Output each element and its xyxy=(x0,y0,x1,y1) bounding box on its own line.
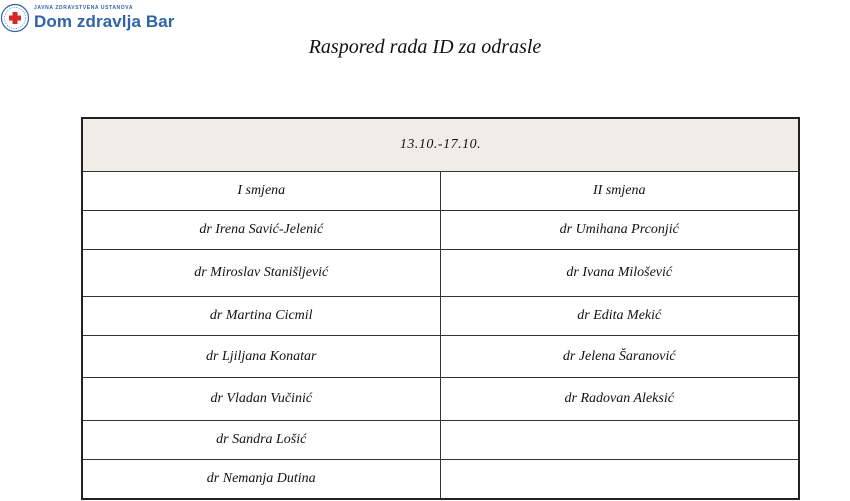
table-row xyxy=(82,378,799,421)
shift-1-doctor: dr Miroslav Stanišljević xyxy=(82,250,440,297)
table-row xyxy=(82,297,799,336)
logo[interactable] xyxy=(0,0,174,36)
date-range-row xyxy=(82,118,799,172)
table-row xyxy=(82,421,799,460)
shift-1-doctor: dr Martina Cicmil xyxy=(82,297,440,336)
table-row xyxy=(82,336,799,378)
shift-1-doctor: dr Sandra Lošić xyxy=(82,421,440,460)
logo-subtitle: JAVNA ZDRAVSTVENA USTANOVA xyxy=(34,5,134,11)
column-header-shift-1: I smjena xyxy=(82,172,440,211)
page-title: Raspored rada ID za odrasle xyxy=(308,36,542,58)
shift-1-doctor: dr Vladan Vučinić xyxy=(82,378,440,421)
red-cross-emblem-icon xyxy=(0,3,30,33)
schedule-table xyxy=(81,117,800,500)
shift-2-doctor: dr Edita Mekić xyxy=(440,297,799,336)
shift-1-doctor: dr Irena Savić-Jelenić xyxy=(82,211,440,250)
column-header-row xyxy=(82,172,799,211)
shift-2-doctor: dr Ivana Milošević xyxy=(440,250,799,297)
table-row xyxy=(82,460,799,500)
shift-2-doctor: dr Umihana Prconjić xyxy=(440,211,799,250)
table-row xyxy=(82,211,799,250)
shift-2-doctor: dr Jelena Šaranović xyxy=(440,336,799,378)
table-row xyxy=(82,250,799,297)
shift-2-doctor-empty xyxy=(440,460,799,500)
column-header-shift-2: II smjena xyxy=(440,172,799,211)
shift-2-doctor: dr Radovan Aleksić xyxy=(440,378,799,421)
shift-1-doctor: dr Nemanja Dutina xyxy=(82,460,440,500)
shift-1-doctor: dr Ljiljana Konatar xyxy=(82,336,440,378)
shift-2-doctor-empty xyxy=(440,421,799,460)
date-range: 13.10.-17.10. xyxy=(82,118,799,172)
logo-name: Dom zdravlja Bar xyxy=(34,12,175,31)
